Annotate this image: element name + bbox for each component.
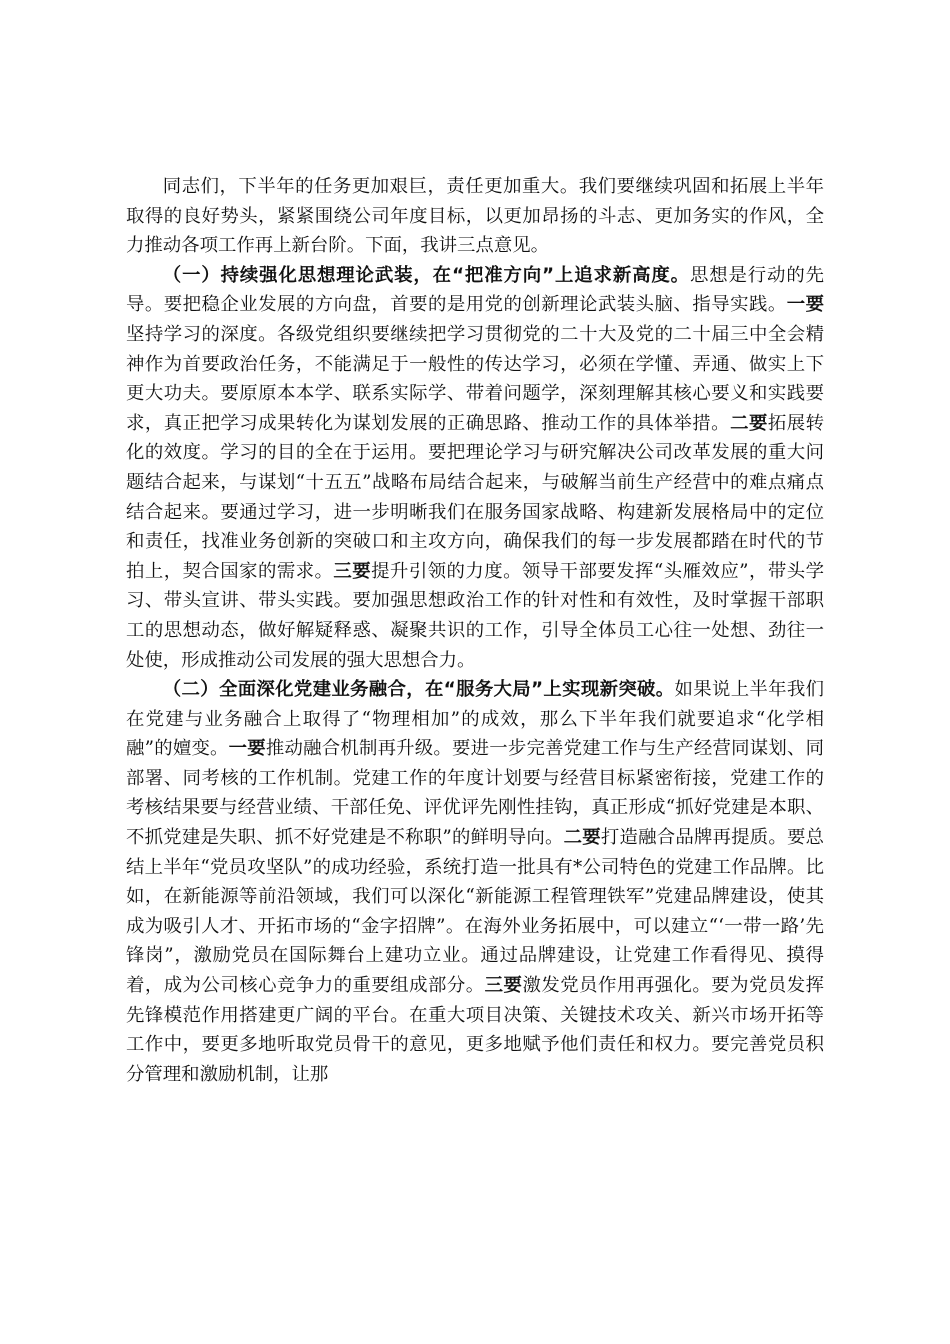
body-text: 激发党员作用再强化。要为党员发挥先锋模范作用搭建更广阔的平台。在重大项目决策、关键技术攻关、新兴市场开拓等工作中，要更多地听取党员骨干的意见，更多地赋予他们责任和权力。要完善党员积分管理和激励机制，让那	[126, 975, 824, 1085]
body-text: 同志们，下半年的任务更加艰巨，责任更加重大。我们要继续巩固和拓展上半年取得的良好势头，紧紧围绕公司年度目标，以更加昂扬的斗志、更加务实的作风，全力推动各项工作再上新台阶。下面，我讲三点意见。	[126, 176, 824, 257]
paragraph-intro	[126, 172, 824, 261]
paragraph-section-2	[126, 675, 824, 1089]
bold-heading-text: 二要	[730, 412, 768, 434]
bold-heading-text: （一）持续强化思想理论武装，在“把准方向”上追求新高度。	[162, 264, 690, 286]
body-text: 拓展转化的效度。学习的目的全在于运用。要把理论学习与研究解决公司改革发展的重大问题结合起来，与谋划“十五五”战略布局结合起来，与破解当前生产经营中的难点痛点结合起来。要通过学习，进一步明晰我们在服务国家战略、构建新发展格局中的定位和责任，找准业务创新的突破口和主攻方向，确保我们的每一步发展都踏在时代的节拍上，契合国家的需求。	[126, 412, 824, 582]
bold-heading-text: 三要	[484, 975, 523, 997]
bold-heading-text: 三要	[333, 560, 372, 582]
body-text: 打造融合品牌再提质。要总结上半年“党员攻坚队”的成功经验，系统打造一批具有*公司特色的党建工作品牌。比如，在新能源等前沿领域，我们可以深化“新能源工程管理铁军”党建品牌建设，使其成为吸引人才、开拓市场的“金字招牌”。在海外业务拓展中，可以建立“‘一带一路’先锋岗”，激励党员在国际舞台上建功立业。通过品牌建设，让党建工作看得见、摸得着，成为公司核心竞争力的重要组成部分。	[126, 827, 824, 997]
body-text: 推动融合机制再升级。要进一步完善党建工作与生产经营同谋划、同部署、同考核的工作机制。党建工作的年度计划要与经营目标紧密衔接，党建工作的考核结果要与经营业绩、干部任免、评优评先刚性挂钩，真正形成“抓好党建是本职、不抓党建是失职、抓不好党建是不称职”的鲜明导向。	[126, 738, 824, 849]
body-text: 坚持学习的深度。各级党组织要继续把学习贯彻党的二十大及党的二十届三中全会精神作为首要政治任务，不能满足于一般性的传达学习，必须在学懂、弄通、做实上下更大功夫。要原原本本学、联系实际学、带着问题学，深刻理解其核心要义和实践要求，真正把学习成果转化为谋划发展的正确思路、推动工作的具体举措。	[126, 323, 824, 434]
paragraph-section-1	[126, 261, 824, 675]
bold-heading-text: 一要	[228, 738, 266, 760]
body-text: 如果说上半年我们在党建与业务融合上取得了“物理相加”的成效，那么下半年我们就要追求“化学相融”的嬗变。	[126, 679, 824, 760]
body-text: 思想是行动的先导。要把稳企业发展的方向盘，首要的是用党的创新理论武装头脑、指导实践。	[126, 264, 824, 316]
body-text: 提升引领的力度。领导干部要发挥“头雁效应”，带头学习、带头宣讲、带头实践。要加强思想政治工作的针对性和有效性，及时掌握干部职工的思想动态，做好解疑释惑、凝聚共识的工作，引导全体员工心往一处想、劲往一处使，形成推动公司发展的强大思想合力。	[126, 560, 824, 671]
bold-heading-text: （二）全面深化党建业务融合，在“服务大局”上实现新突破。	[162, 679, 675, 701]
bold-heading-text: 二要	[563, 827, 601, 849]
bold-heading-text: 一要	[786, 294, 824, 316]
document-page	[126, 172, 824, 1089]
